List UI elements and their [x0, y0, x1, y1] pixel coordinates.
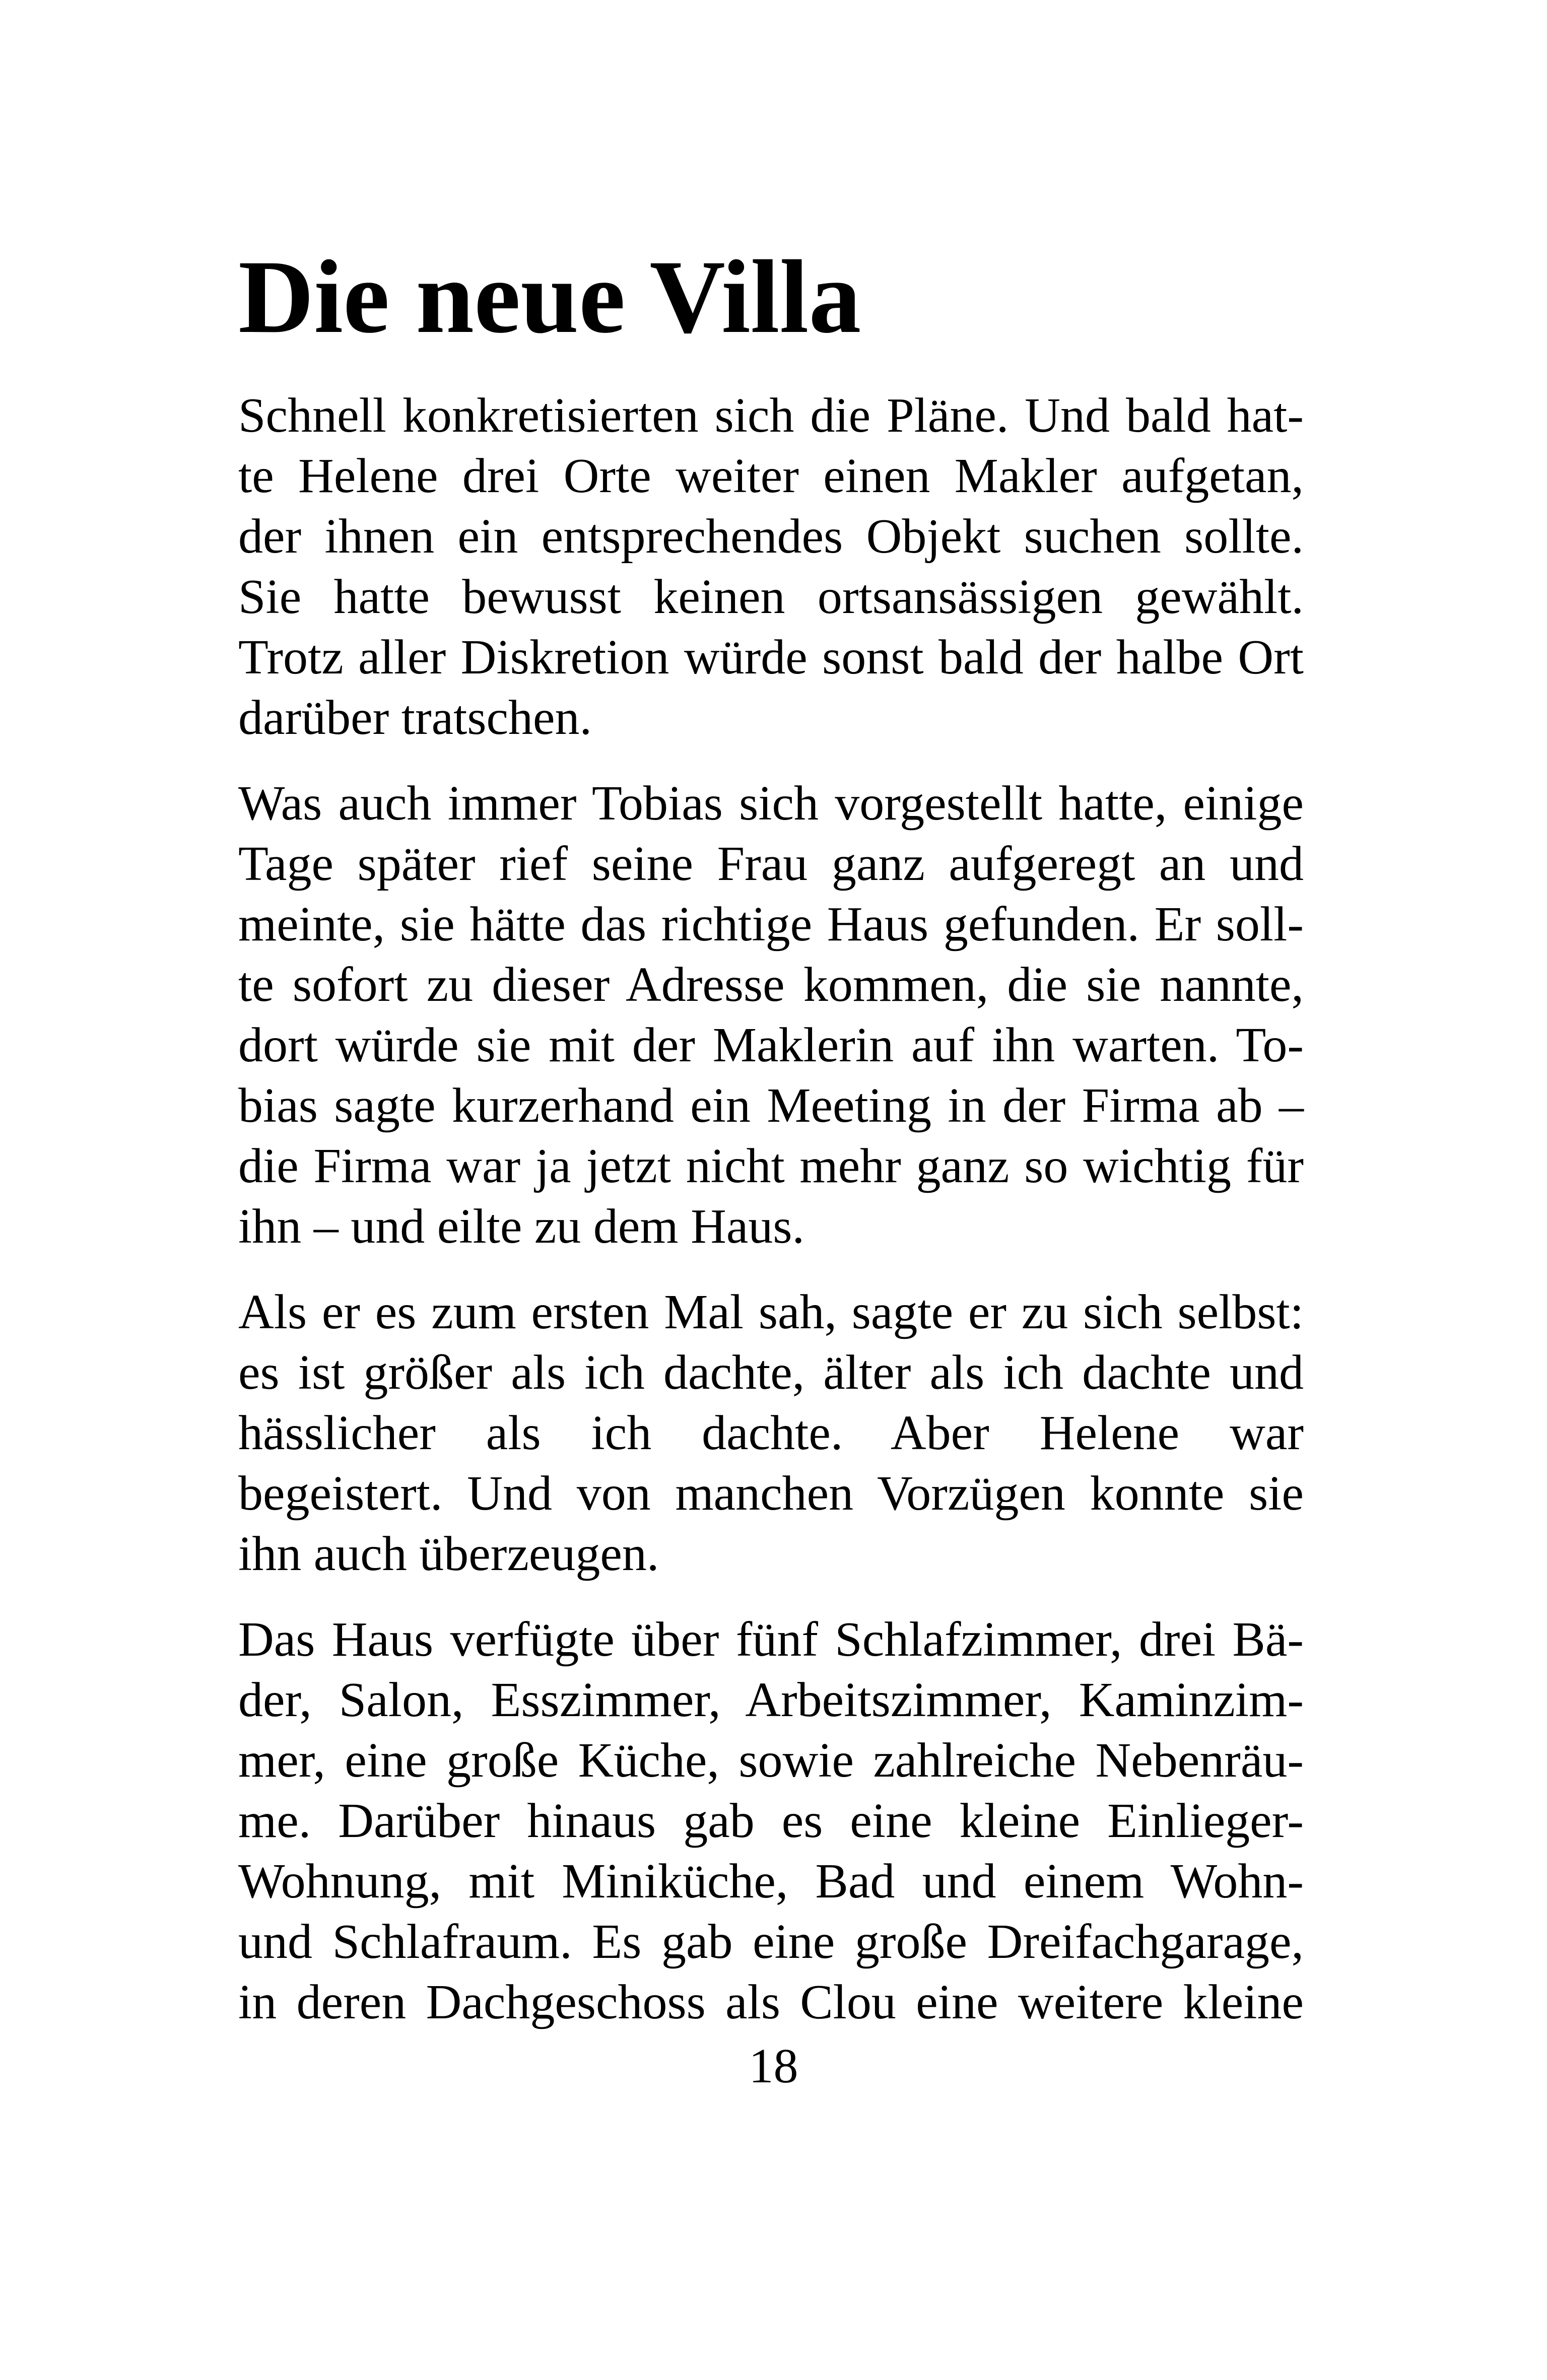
paragraph-1: [238, 385, 1304, 748]
text-line: es ist größer als ich dachte, älter als ich dachte und: [238, 1345, 1304, 1400]
text-line: Wohnung, mit Miniküche, Bad und einem Wohn-: [238, 1854, 1304, 1909]
text-line: ihn – und eilte zu dem Haus.: [238, 1199, 805, 1254]
paragraph-2: [238, 773, 1304, 1257]
text-line: Tage später rief seine Frau ganz aufgeregt an und: [238, 837, 1304, 891]
chapter-title: Die neue Villa: [238, 239, 861, 355]
text-line: me. Darüber hinaus gab es eine kleine Einlieger-: [238, 1794, 1304, 1848]
text-line: te sofort zu dieser Adresse kommen, die sie nannte,: [238, 958, 1304, 1012]
paragraph-3: [238, 1282, 1304, 1584]
text-line: und Schlafraum. Es gab eine große Dreifachgarage,: [238, 1915, 1304, 1969]
page-number: 18: [749, 2039, 798, 2093]
text-line: der ihnen ein entsprechendes Objekt suchen sollte.: [238, 509, 1304, 564]
text-line: mer, eine große Küche, sowie zahlreiche Nebenräu-: [238, 1733, 1304, 1788]
text-line: Als er es zum ersten Mal sah, sagte er zu sich selbst:: [238, 1285, 1304, 1339]
text-line: die Firma war ja jetzt nicht mehr ganz so wichtig für: [238, 1139, 1304, 1193]
text-line: dort würde sie mit der Maklerin auf ihn warten. To-: [238, 1018, 1304, 1072]
text-line: ihn auch überzeugen.: [238, 1527, 659, 1581]
text-line: begeistert. Und von manchen Vorzügen konnte sie: [238, 1466, 1304, 1521]
text-line: in deren Dachgeschoss als Clou eine weitere kleine: [238, 1975, 1304, 2029]
text-line: darüber tratschen.: [238, 691, 592, 745]
text-line: Trotz aller Diskretion würde sonst bald der halbe Ort: [238, 630, 1304, 685]
text-line: te Helene drei Orte weiter einen Makler aufgetan,: [238, 449, 1304, 503]
text-line: meinte, sie hätte das richtige Haus gefunden. Er soll-: [238, 897, 1304, 951]
text-line: Was auch immer Tobias sich vorgestellt hatte, einige: [238, 776, 1304, 831]
paragraph-4: [238, 1609, 1304, 2032]
text-line: bias sagte kurzerhand ein Meeting in der Firma ab –: [238, 1078, 1304, 1133]
text-line: der, Salon, Esszimmer, Arbeitszimmer, Kaminzim-: [238, 1673, 1304, 1727]
text-line: hässlicher als ich dachte. Aber Helene war: [238, 1406, 1304, 1460]
text-line: Schnell konkretisierten sich die Pläne. Und bald hat-: [238, 388, 1304, 443]
text-line: Sie hatte bewusst keinen ortsansässigen gewählt.: [238, 570, 1304, 624]
text-line: Das Haus verfügte über fünf Schlafzimmer, drei Bä-: [238, 1612, 1304, 1667]
